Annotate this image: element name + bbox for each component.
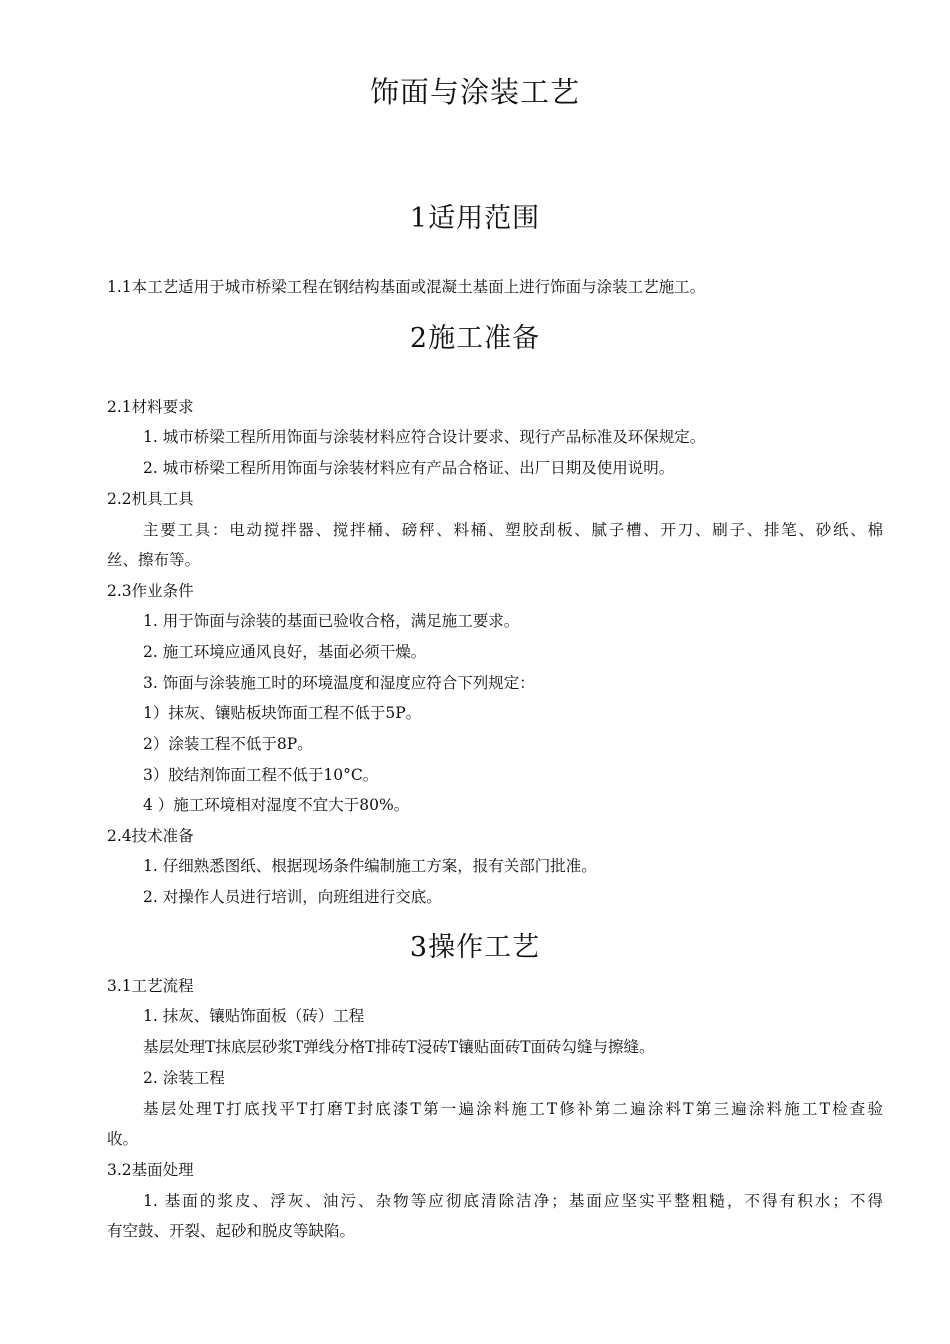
subheading-2-4: 2.4技术准备 bbox=[107, 827, 194, 845]
list-item: 1. 城市桥梁工程所用饰面与涂装材料应符合设计要求、现行产品标准及环保规定。 bbox=[143, 428, 706, 446]
list-item: 1. 抹灰、镶贴饰面板（砖）工程 bbox=[143, 1007, 365, 1025]
sub-list-item: 3）胶结剂饰面工程不低于10°C。 bbox=[143, 766, 379, 784]
subheading-3-1: 3.1工艺流程 bbox=[107, 977, 194, 995]
subheading-2-2: 2.2机具工具 bbox=[107, 490, 194, 508]
sub-list-item: 2）涂装工程不低于8P。 bbox=[143, 735, 313, 753]
list-item: 2. 城市桥梁工程所用饰面与涂装材料应有产品合格证、出厂日期及使用说明。 bbox=[143, 459, 675, 477]
sub-list-item: 1）抹灰、镶贴板块饰面工程不低于5P。 bbox=[143, 704, 422, 722]
document-title: 饰面与涂装工艺 bbox=[369, 75, 580, 109]
paragraph-tools: 主要工具：电动搅拌器、搅拌桶、磅秤、料桶、塑胶刮板、腻子槽、开刀、刷子、排笔、砂纸、棉 bbox=[143, 521, 883, 539]
process-flow-coating-continued: 收。 bbox=[107, 1130, 139, 1148]
paragraph-1-1: 1.1本工艺适用于城市桥梁工程在钢结构基面或混凝土基面上进行饰面与涂装工艺施工。 bbox=[107, 278, 706, 296]
list-item: 2. 对操作人员进行培训，向班组进行交底。 bbox=[143, 888, 442, 906]
list-item: 2. 涂装工程 bbox=[143, 1069, 225, 1087]
subheading-3-2: 3.2基面处理 bbox=[107, 1161, 194, 1179]
subheading-2-1: 2.1材料要求 bbox=[107, 398, 194, 416]
section-heading-3: 3操作工艺 bbox=[409, 932, 541, 963]
list-item: 3. 饰面与涂装施工时的环境温度和湿度应符合下列规定： bbox=[143, 674, 535, 692]
list-item: 1. 用于饰面与涂装的基面已验收合格，满足施工要求。 bbox=[143, 612, 520, 630]
process-flow-coating: 基层处理T打底找平T打磨T封底漆T第一遍涂料施工T修补第二遍涂料T第三遍涂料施工T检查验 bbox=[143, 1100, 883, 1118]
section-heading-2: 2施工准备 bbox=[409, 323, 541, 354]
list-item-continued: 有空鼓、开裂、起砂和脱皮等缺陷。 bbox=[107, 1222, 356, 1240]
list-item: 2. 施工环境应通风良好，基面必须干燥。 bbox=[143, 643, 427, 661]
sub-list-item: 4 ）施工环境相对湿度不宜大于80%。 bbox=[143, 796, 410, 814]
section-heading-1: 1适用范围 bbox=[409, 203, 541, 234]
list-item: 1. 基面的浆皮、浮灰、油污、杂物等应彻底清除洁净；基面应坚实平整粗糙，不得有积水；不得 bbox=[143, 1192, 883, 1210]
list-item: 1. 仔细熟悉图纸、根据现场条件编制施工方案，报有关部门批准。 bbox=[143, 857, 597, 875]
subheading-2-3: 2.3作业条件 bbox=[107, 582, 194, 600]
paragraph-tools-continued: 丝、擦布等。 bbox=[107, 551, 201, 569]
process-flow-plaster: 基层处理T抹底层砂浆T弹线分格T排砖T浸砖T镶贴面砖T面砖勾缝与擦缝。 bbox=[143, 1038, 655, 1056]
